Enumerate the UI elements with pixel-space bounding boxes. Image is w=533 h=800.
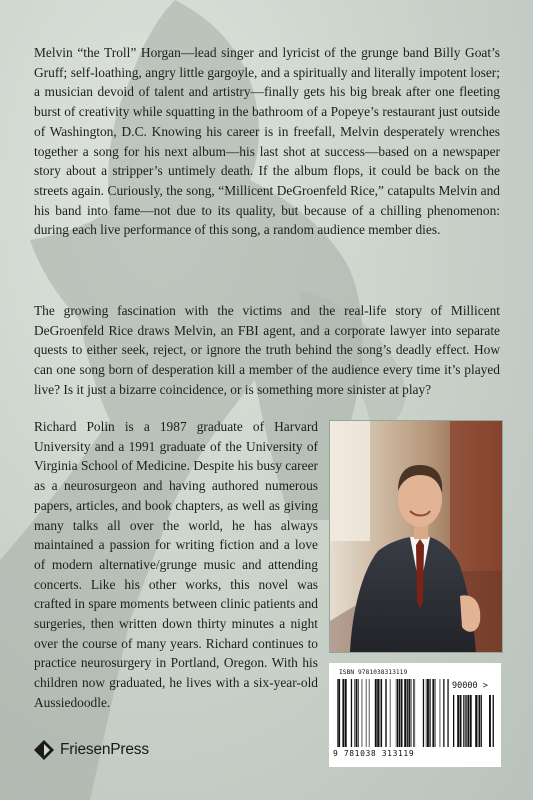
isbn-barcode bbox=[329, 663, 501, 767]
author-bio: Richard Polin is a 1987 graduate of Harvard University and a 1991 graduate of the University of Virginia School of Medicine. Despite his busy career as a neurosurgeon and having authored numerous papers, articles, and book chapters, as well as giving many talks all over the world, he has always maintained a passion for writing fiction and a love of modern alternative/grunge music and attending concerts. Like his other works, this novel was crafted in spare moments between clinic patients and surgeries, then written down thirty minutes a night over the course of many years. Richard continues to practice neurosurgery in Portland, Oregon. With his children now graduated, he lives with a six-year-old Aussiedoodle. bbox=[34, 419, 318, 710]
isbn-digits: 9 781038 313119 bbox=[333, 749, 415, 758]
isbn-label: ISBN 9781038313119 bbox=[339, 669, 408, 676]
blurb-paragraph-1: Melvin “the Troll” Horgan—lead singer and lyricist of the grunge band Billy Goat’s Gruff; self-loathing, angry little gargoyle, and a spiritually and literally impotent loser; a musician devoid of talent and artistry—finally gets his big break after one fleeting burst of creativity while squatting in the bathroom of a Popeye’s restaurant just outside of Washington, D.C. Knowing his career is in freefall, Melvin desperately wrenches together a song for his next album—his last shot at success—based on a newspaper story about a stripper’s untimely death. If the album flops, it could be back on the streets again. Curiously, the song, “Millicent DeGroenfeld Rice,” catapults Melvin and his band into fame—not due to its quality, but because of a chilling phenomenon: during each live performance of this song, a random audience member dies. bbox=[34, 45, 500, 238]
price-code: 90000 > bbox=[452, 681, 488, 691]
friesenpress-icon bbox=[33, 739, 55, 761]
publisher-logo bbox=[33, 739, 149, 761]
barcode-bars bbox=[337, 679, 449, 747]
publisher-name: FriesenPress bbox=[60, 741, 149, 758]
blurb-paragraph-2: The growing fascination with the victims and the real-life story of Millicent DeGroenfeld Rice draws Melvin, an FBI agent, and a corporate lawyer into separate quests to either seek, reject, or ignore the truth behind the song’s deadly effect. How can one song born of desperation kill a member of the audience every time it’s played live? Is it just a bizarre coincidence, or is something more sinister at play? bbox=[34, 303, 500, 397]
price-barcode-bars bbox=[453, 695, 495, 747]
author-photo bbox=[329, 420, 503, 653]
